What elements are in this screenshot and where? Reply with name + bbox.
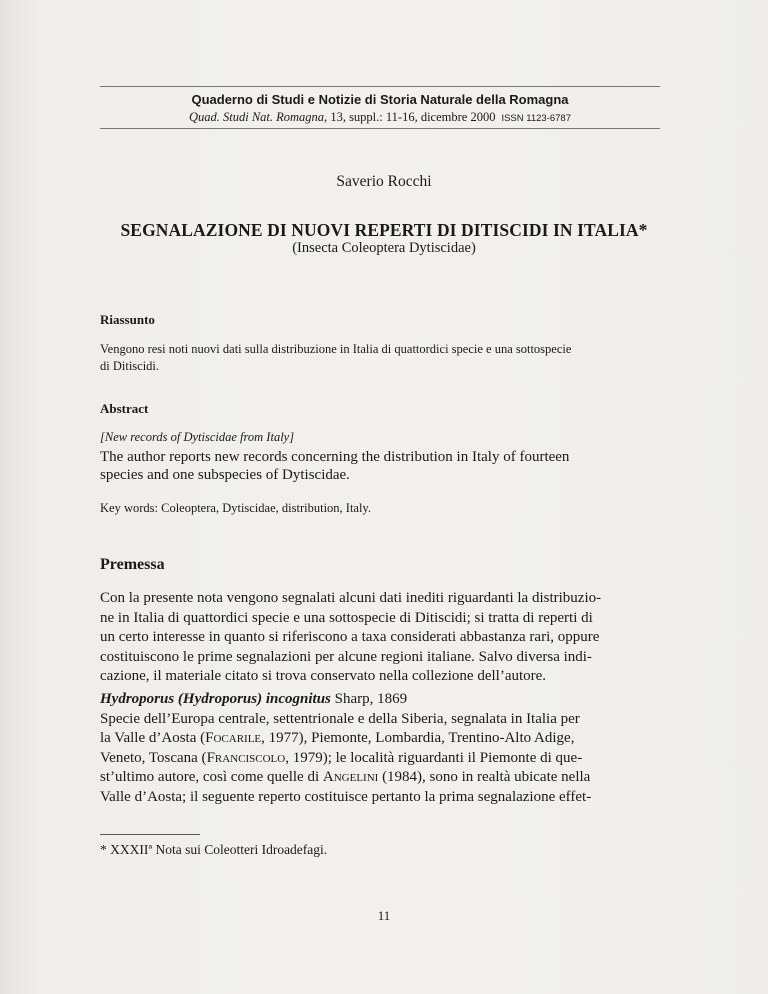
species-name: Hydroporus (Hydroporus) incognitus	[100, 691, 331, 707]
author-name: Saverio Rocchi	[336, 173, 432, 190]
species-section	[100, 690, 665, 808]
journal-title: Quaderno di Studi e Notizie di Storia Naturale della Romagna	[191, 92, 569, 107]
premessa-text	[100, 589, 665, 687]
abstract-line: species and one subspecies of Dytiscidae.	[100, 467, 350, 483]
paper-subtitle: (Insecta Coleoptera Dytiscidae)	[292, 240, 476, 256]
species-line: Specie dell’Europa centrale, settentrionale e della Siberia, segnalata in Italia per	[100, 710, 580, 727]
species-text: , 1977), Piemonte, Lombardia, Trentino-Alto Adige,	[261, 730, 575, 747]
species-heading	[100, 690, 665, 710]
riassunto-text	[100, 341, 665, 375]
species-line	[100, 729, 665, 749]
abstract-english-title: [New records of Dytiscidae from Italy]	[100, 430, 295, 444]
species-authority: Sharp, 1869	[330, 691, 408, 707]
paper-title: SEGNALAZIONE DI NUOVI REPERTI DI DITISCIDI IN ITALIA*	[120, 220, 648, 240]
journal-citation	[100, 110, 660, 125]
issn: ISSN 1123-6787	[501, 113, 571, 124]
premessa-line: costituiscono le prime segnalazioni per alcune regioni italiane. Salvo diversa indi-	[100, 648, 592, 665]
citation-details: 13, suppl.: 11-16, dicembre 2000	[327, 110, 496, 124]
reference-author: Angelini	[322, 769, 379, 786]
reference-author: Focarile	[205, 730, 262, 747]
species-line	[100, 768, 665, 788]
footnote: * XXXIIª Nota sui Coleotteri Idroadefagi.	[100, 842, 328, 857]
species-line	[100, 749, 665, 769]
species-text: Veneto, Toscana (	[100, 749, 207, 766]
keywords: Key words: Coleoptera, Dytiscidae, distribution, Italy.	[100, 501, 372, 515]
citation-journal: Quad. Studi Nat. Romagna,	[188, 110, 328, 124]
species-line: Valle d’Aosta; il seguente reperto costituisce pertanto la prima segnalazione effet-	[100, 788, 592, 805]
premessa-line: cazione, il materiale citato si trova conservato nella collezione dell’autore.	[100, 668, 547, 685]
species-text: la Valle d’Aosta (	[100, 730, 206, 747]
premessa-line: Con la presente nota vengono segnalati alcuni dati inediti riguardanti la distribuzio-	[100, 590, 602, 606]
species-text: (1984), sono in realtà ubicate nella	[378, 769, 591, 786]
premessa-line: un certo interesse in quanto si riferiscono a taxa considerati abbastanza rari, oppure	[100, 629, 600, 646]
riassunto-heading: Riassunto	[100, 312, 155, 327]
header-rule-top	[100, 86, 660, 87]
page-number: 11	[377, 908, 391, 923]
abstract-heading: Abstract	[100, 401, 149, 416]
riassunto-line: di Ditiscidi.	[100, 359, 160, 373]
premessa-heading: Premessa	[100, 556, 165, 573]
riassunto-line: Vengono resi noti nuovi dati sulla distribuzione in Italia di quattordici specie e una sottospecie	[100, 342, 572, 356]
species-text: , 1979); le località riguardanti il Piemonte di que-	[285, 749, 583, 766]
abstract-text	[100, 448, 665, 484]
reference-author: Franciscolo	[206, 749, 286, 766]
footnote-divider	[100, 834, 200, 835]
abstract-line: The author reports new records concerning the distribution in Italy of fourteen	[100, 449, 570, 465]
header-rule-bottom	[100, 128, 660, 129]
premessa-line: ne in Italia di quattordici specie e una sottospecie di Ditiscidi; si tratta di reperti di	[100, 609, 593, 626]
species-text: st’ultimo autore, così come quelle di	[100, 769, 323, 786]
